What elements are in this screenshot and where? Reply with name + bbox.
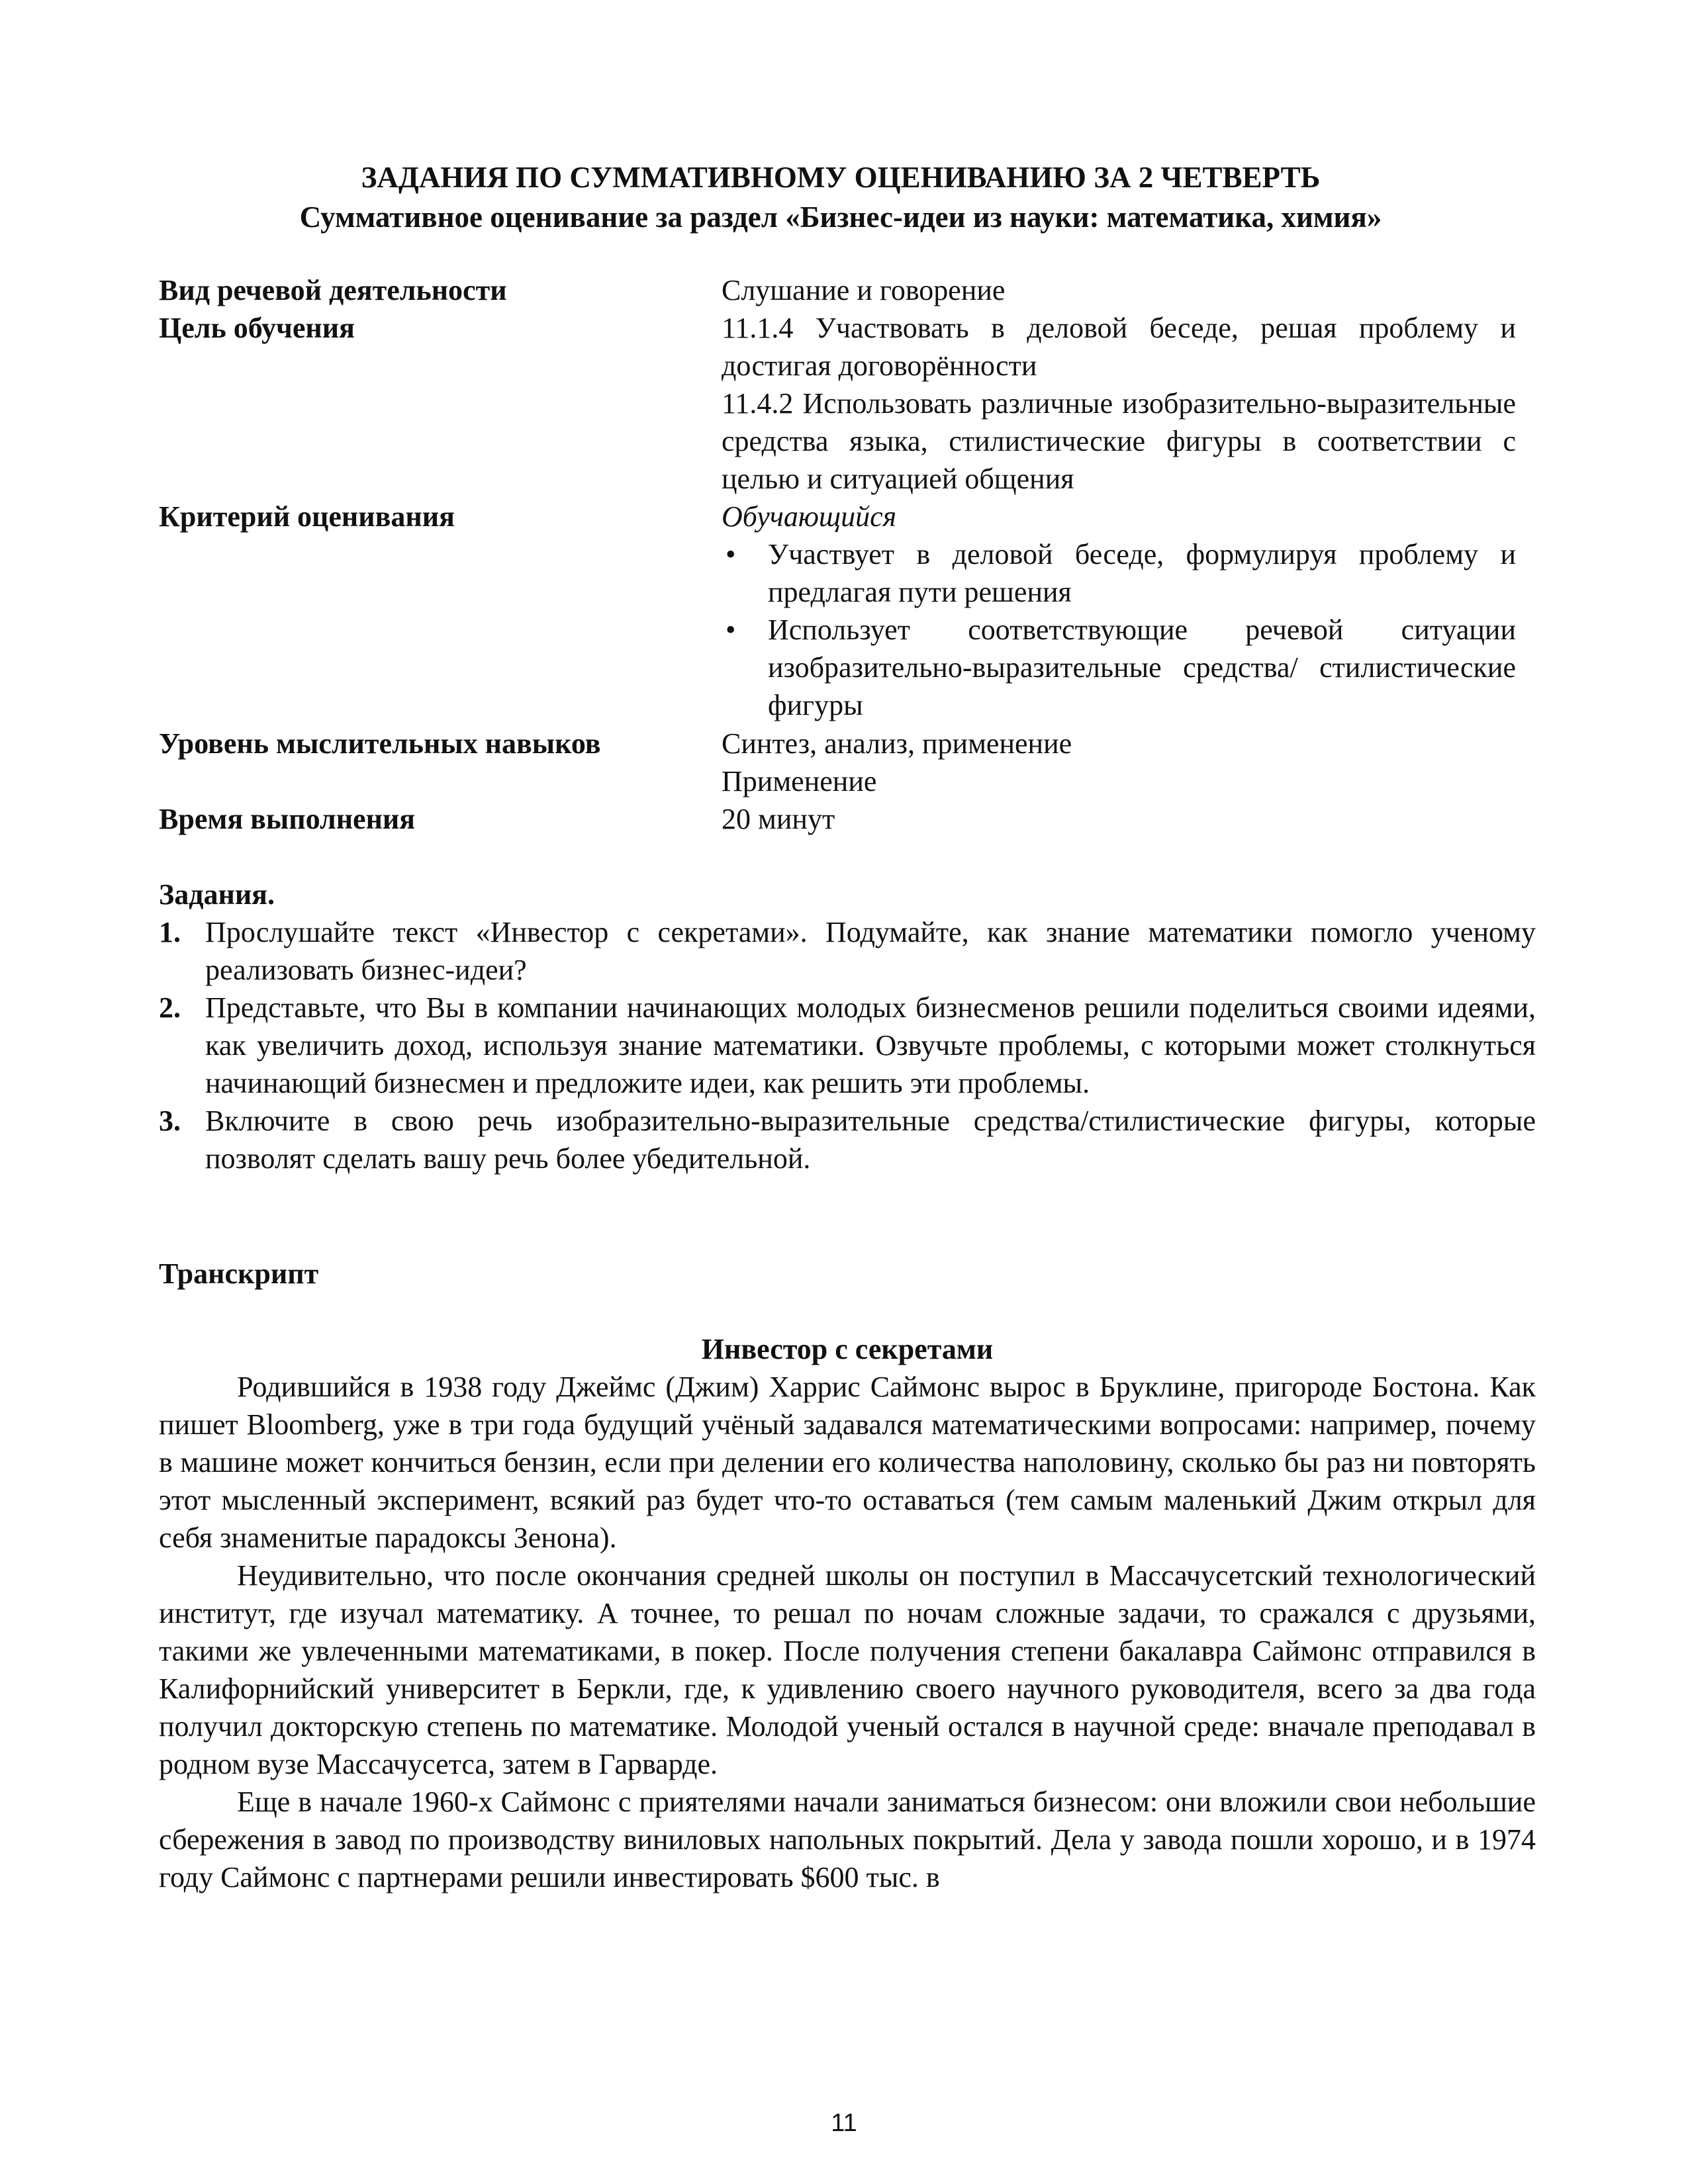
- document-header: [152, 158, 1529, 237]
- criteria-intro: Обучающийся: [722, 500, 897, 533]
- goal-item-1: 11.1.4 Участвовать в деловой беседе, решая проблему и достигая договорённости: [722, 312, 1516, 382]
- criteria-list: [722, 535, 1516, 724]
- time-value: 20 минут: [722, 803, 835, 835]
- task-number: 1.: [159, 916, 181, 948]
- task-number: 2.: [159, 991, 181, 1024]
- page-subtitle: Суммативное оценивание за раздел «Бизнес-идеи из науки: математика, химия»: [299, 201, 1382, 234]
- goal-label: Цель обучения: [159, 312, 355, 344]
- criteria-item: • Использует соответствующие речевой ситуации изобразительно-выразительные средства/ стилистические фигуры: [722, 611, 1516, 724]
- criteria-values: [722, 498, 1516, 724]
- thinking-value-2: Применение: [722, 765, 877, 797]
- story-text: [159, 1368, 1536, 1896]
- goal-values: [722, 309, 1516, 498]
- task-item: [159, 989, 1536, 1102]
- transcript-heading: Транскрипт: [159, 1257, 319, 1290]
- thinking-label: Уровень мыслительных навыков: [159, 727, 601, 760]
- tasks-list: [159, 913, 1536, 1177]
- task-item: [159, 913, 1536, 989]
- task-text: Представьте, что Вы в компании начинающих молодых бизнесменов решили поделиться своими идеями, как увеличить доход, используя знание математики. Озвучьте проблемы, с которыми может столкнуться начинающий бизнесмен и предложите идеи, как решить эти проблемы.: [205, 991, 1536, 1099]
- bullet-icon: •: [726, 538, 736, 570]
- page-number: 11: [831, 2109, 857, 2137]
- tasks-heading: Задания.: [159, 878, 275, 911]
- task-text: Прослушайте текст «Инвестор с секретами». Подумайте, как знание математики помогло ученому реализовать бизнес-идеи?: [205, 916, 1536, 986]
- goal-item-2: 11.4.2 Использовать различные изобразительно-выразительные средства языка, стилистические фигуры в соответствии с целью и ситуацией общения: [722, 387, 1516, 495]
- time-label: Время выполнения: [159, 803, 416, 835]
- activity-label: Вид речевой деятельности: [159, 274, 507, 306]
- task-text: Включите в свою речь изобразительно-выразительные средства/стилистические фигуры, которые позволят сделать вашу речь более убедительной.: [205, 1105, 1536, 1175]
- bullet-icon: •: [726, 614, 736, 646]
- page-title: ЗАДАНИЯ ПО СУММАТИВНОМУ ОЦЕНИВАНИЮ ЗА 2 ЧЕТВЕРТЬ: [361, 161, 1321, 194]
- story-paragraph: Еще в начале 1960-х Саймонс с приятелями начали заниматься бизнесом: они вложили свои небольшие сбережения в завод по производству виниловых напольных покрытий. Дела у завода пошли хорошо, и в 1974 году Саймонс с партнерами решили инвестировать $600 тыс. в: [159, 1786, 1536, 1893]
- story-title: Инвестор с секретами: [701, 1333, 994, 1365]
- criteria-label: Критерий оценивания: [159, 500, 455, 533]
- story-paragraph: Родившийся в 1938 году Джеймс (Джим) Харрис Саймонс вырос в Бруклине, пригороде Бостона. Как пишет Bloomberg, уже в три года будущий учёный задавался математическими вопросами: например, почему в машине может кончиться бензин, если при делении его количества наполовину, сколько бы раз ни повторять этот мысленный эксперимент, всякий раз будет что-то оставаться (тем самым маленький Джим открыл для себя знаменитые парадоксы Зенона).: [159, 1371, 1536, 1554]
- thinking-value-1: Синтез, анализ, применение: [722, 727, 1072, 760]
- task-item: [159, 1102, 1536, 1177]
- criteria-item: • Участвует в деловой беседе, формулируя проблему и предлагая пути решения: [722, 535, 1516, 611]
- task-number: 3.: [159, 1105, 181, 1137]
- thinking-values: [722, 725, 1516, 800]
- activity-value: Слушание и говорение: [722, 274, 1006, 306]
- story-paragraph: Неудивительно, что после окончания средней школы он поступил в Массачусетский технологический институт, где изучал математику. А точнее, то решал по ночам сложные задачи, то сражался с друзьями, такими же увлеченными математиками, в покер. После получения степени бакалавра Саймонс отправился в Калифорнийский университет в Беркли, где, к удивлению своего научного руководителя, всего за два года получил докторскую степень по математике. Молодой ученый остался в научной среде: вначале преподавал в родном вузе Массачусетса, затем в Гарварде.: [159, 1559, 1536, 1780]
